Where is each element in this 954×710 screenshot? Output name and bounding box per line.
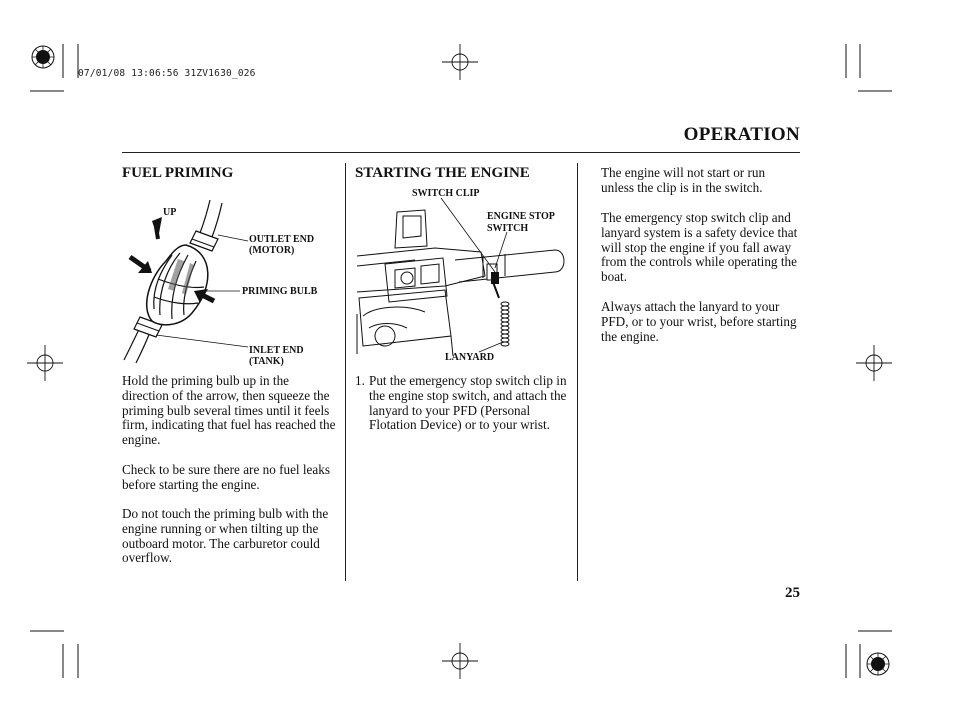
column-divider: [577, 163, 578, 581]
page-number: 25: [785, 585, 800, 601]
right-column-paragraph: The engine will not start or run unless the clip is in the switch.: [601, 165, 766, 195]
figure-label-priming-bulb: PRIMING BULB: [242, 286, 318, 297]
priming-bulb-illustration: [122, 195, 342, 365]
right-column-paragraph: The emergency stop switch clip and lanyard system is a safety device that will stop the engine if you fall away from the controls while operating the boat.: [601, 210, 798, 285]
figure-label-lanyard: LANYARD: [445, 352, 495, 363]
fuel-priming-paragraph: Hold the priming bulb up in the direction of the arrow, then squeeze the priming bulb several times until it feels firm, indicating that fuel has reached the engine.: [122, 373, 336, 448]
crosshair-icon: [856, 345, 892, 381]
figure-label-inlet-end-sub: (TANK): [249, 356, 284, 367]
figure-label-up: UP: [163, 207, 177, 218]
sunburst-target-icon: [32, 46, 54, 68]
figure-label-inlet-end: INLET END: [249, 345, 304, 356]
crosshair-icon: [442, 44, 478, 80]
figure-label-switch-clip: SWITCH CLIP: [412, 188, 480, 199]
sunburst-target-icon: [867, 653, 889, 675]
figure-label-outlet-end-sub: (MOTOR): [249, 245, 295, 256]
right-column-paragraph: Always attach the lanyard to your PFD, or to your wrist, before starting the engine.: [601, 299, 797, 344]
step-number: 1.: [355, 373, 365, 388]
print-stamp: 07/01/08 13:06:56 31ZV1630_026: [78, 68, 256, 79]
fuel-priming-heading: FUEL PRIMING: [122, 165, 234, 181]
column-divider: [345, 163, 346, 581]
header-rule: [122, 152, 800, 153]
figure-label-outlet-end: OUTLET END: [249, 234, 315, 245]
fuel-priming-paragraph: Do not touch the priming bulb with the engine running or when tilting up the outboard motor. The carburetor could overflow.: [122, 506, 329, 566]
list-item: [355, 374, 575, 454]
step-text: Put the emergency stop switch clip in the engine stop switch, and attach the lanyard to your PFD (Personal Flotation Device) or to your wrist.: [369, 373, 567, 433]
figure-label-engine-stop-sub: SWITCH: [487, 223, 529, 234]
page-title: OPERATION: [683, 124, 800, 145]
fuel-priming-paragraph: Check to be sure there are no fuel leaks before starting the engine.: [122, 462, 330, 492]
crosshair-icon: [27, 345, 63, 381]
figure-label-engine-stop: ENGINE STOP: [487, 211, 555, 222]
crosshair-icon: [442, 643, 478, 679]
crop-marks-top-right: [846, 44, 892, 91]
starting-engine-heading: STARTING THE ENGINE: [355, 165, 530, 181]
crop-marks-bottom-left: [30, 631, 78, 678]
